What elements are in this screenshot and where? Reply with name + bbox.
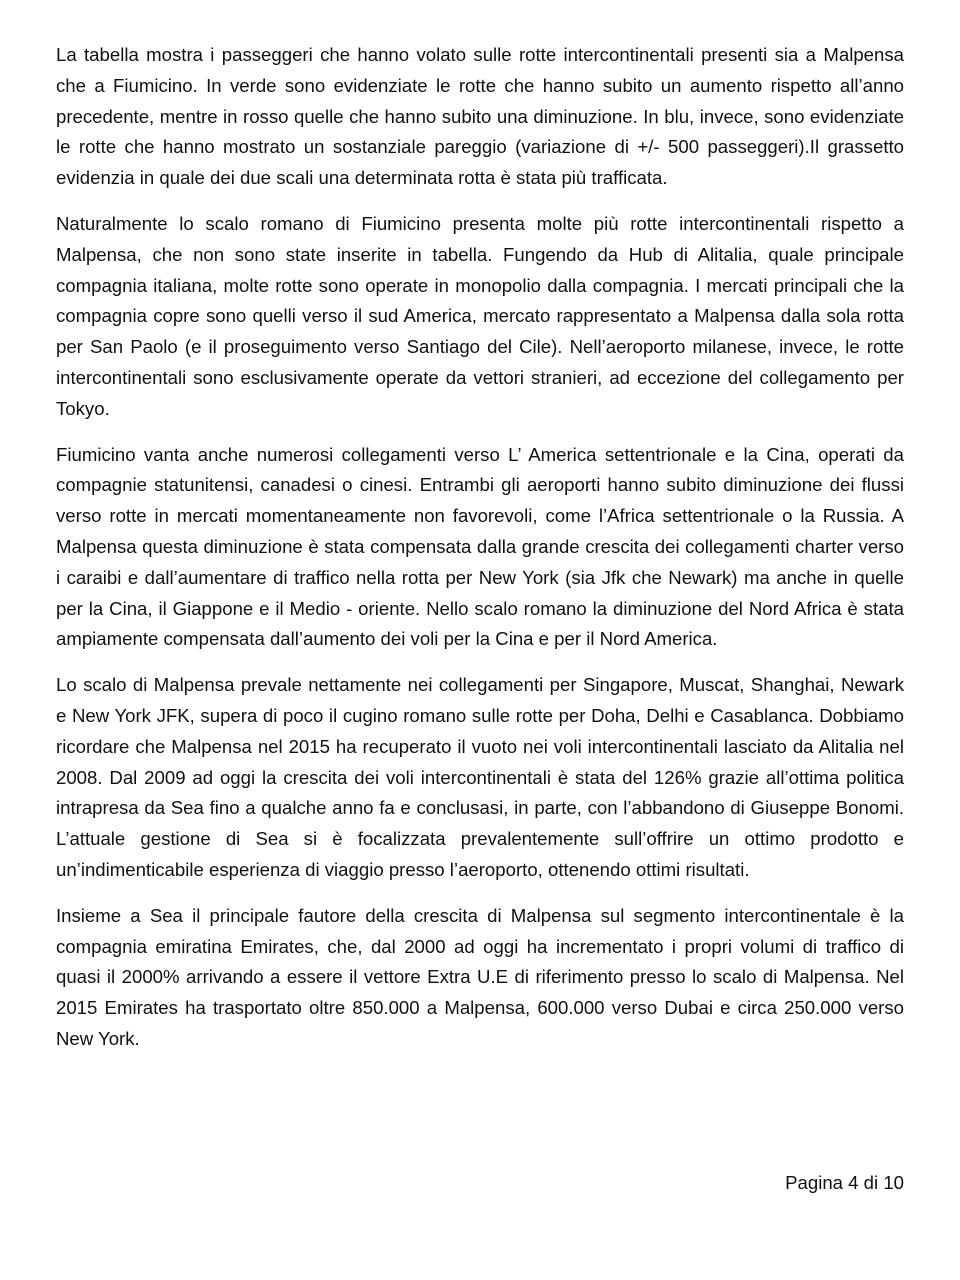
paragraph-2: Naturalmente lo scalo romano di Fiumicino presenta molte più rotte intercontinentali rispetto a Malpensa, che non sono state inserite in tabella. Fungendo da Hub di Alitalia, quale principale compagnia italiana, molte rotte sono operate in monopolio dalla compagnia. I mercati principali che la compagnia copre sono quelli verso il sud America, mercato rappresentato a Malpensa dalla sola rotta per San Paolo (e il proseguimento verso Santiago del Cile). Nell’aeroporto milanese, invece, le rotte intercontinentali sono esclusivamente operate da vettori stranieri, ad eccezione del collegamento per Tokyo. (56, 212, 904, 419)
paragraph-5: Insieme a Sea il principale fautore della crescita di Malpensa sul segmento intercontinentale è la compagnia emiratina Emirates, che, dal 2000 ad oggi ha incrementato i propri volumi di traffico di quasi il 2000% arrivando a essere il vettore Extra U.E di riferimento presso lo scalo di Malpensa. Nel 2015 Emirates ha trasportato oltre 850.000 a Malpensa, 600.000 verso Dubai e circa 250.000 verso New York. (56, 904, 904, 1049)
page-number: Pagina 4 di 10 (785, 1172, 904, 1193)
paragraph-3: Fiumicino vanta anche numerosi collegamenti verso L’ America settentrionale e la Cina, operati da compagnie statunitensi, canadesi o cinesi. Entrambi gli aeroporti hanno subito diminuzione dei flussi verso rotte in mercati momentaneamente non favorevoli, come l’Africa settentrionale o la Russia. A Malpensa questa diminuzione è stata compensata dalla grande crescita dei collegamenti charter verso i caraibi e dall’aumentare di traffico nella rotta per New York (sia Jfk che Newark) ma anche in quelle per la Cina, il Giappone e il Medio - oriente. Nello scalo romano la diminuzione del Nord Africa è stata ampiamente compensata dall’aumento dei voli per la Cina e per il Nord America. (56, 443, 904, 650)
paragraph-1: La tabella mostra i passeggeri che hanno volato sulle rotte intercontinentali presenti sia a Malpensa che a Fiumicino. In verde sono evidenziate le rotte che hanno subito un aumento rispetto all’anno precedente, mentre in rosso quelle che hanno subito una diminuzione. In blu, invece, sono evidenziate le rotte che hanno mostrato un sostanziale pareggio (variazione di +/- 500 passeggeri).Il grassetto evidenzia in quale dei due scali una determinata rotta è stata più trafficata. (56, 44, 904, 189)
document-body (56, 40, 904, 1070)
paragraph-4: Lo scalo di Malpensa prevale nettamente nei collegamenti per Singapore, Muscat, Shanghai, Newark e New York JFK, supera di poco il cugino romano sulle rotte per Doha, Delhi e Casablanca. Dobbiamo ricordare che Malpensa nel 2015 ha recuperato il vuoto nei voli intercontinentali lasciato da Alitalia nel 2008. Dal 2009 ad oggi la crescita dei voli intercontinentali è stata del 126% grazie all’ottima politica intrapresa da Sea fino a qualche anno fa e conclusasi, in parte, con l’abbandono di Giuseppe Bonomi. L’attuale gestione di Sea si è focalizzata prevalentemente sull’offrire un ottimo prodotto e un’indimenticabile esperienza di viaggio presso l’aeroporto, ottenendo ottimi risultati. (56, 674, 904, 880)
